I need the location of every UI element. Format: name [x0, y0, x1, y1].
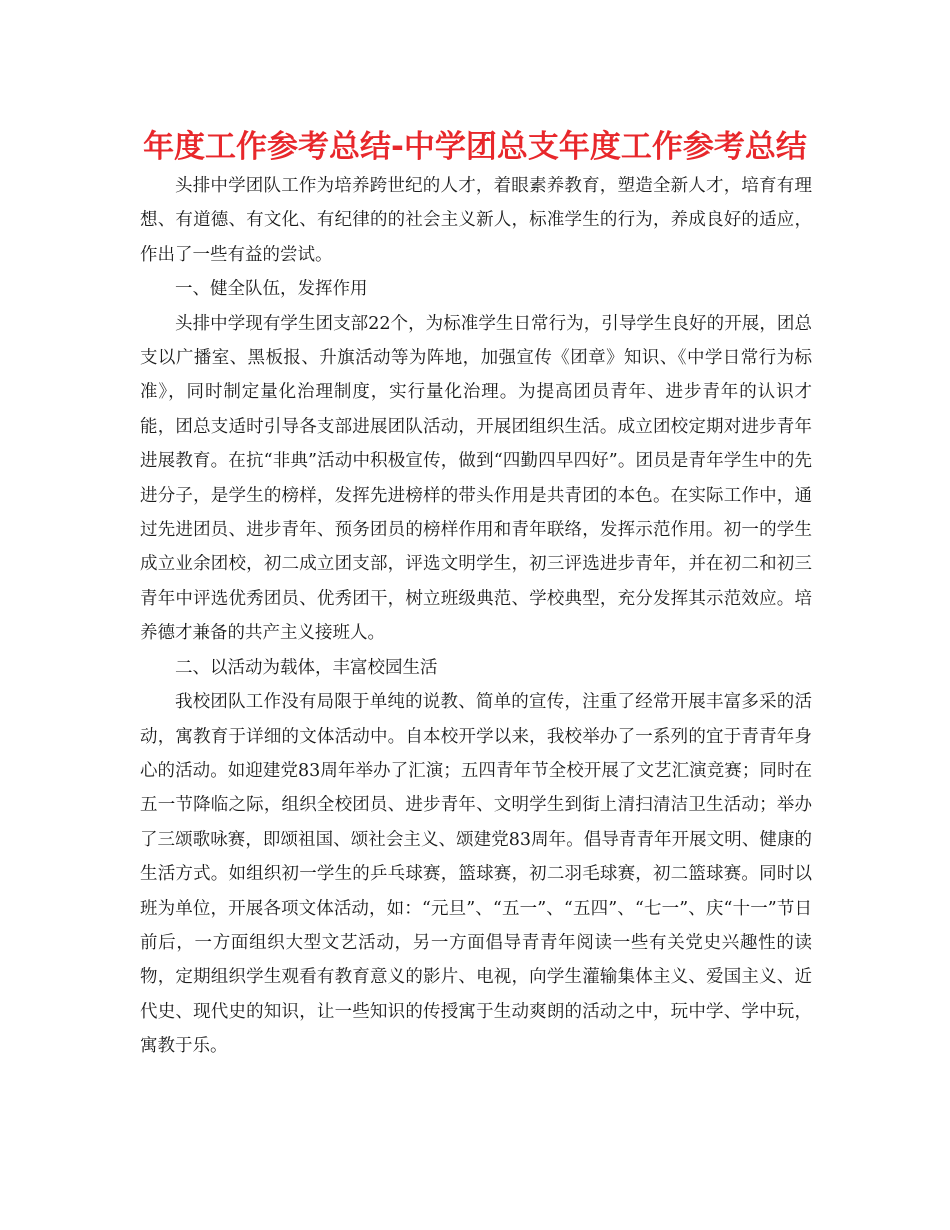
section-paragraph-1: 头排中学现有学生团支部22个，为标准学生日常行为，引导学生良好的开展，团总支以广播室、黑板报、升旗活动等为阵地，加强宣传《团章》知识、《中学日常行为标准》，同时制定量化治理制度，实行量化治理。为提高团员青年、进步青年的认识才能，团总支适时引导各支部进展团队活动，开展团组织生活。成立团校定期对进步青年进展教育。在抗“非典”活动中积极宣传，做到“四勤四早四好”。团员是青年学生中的先进分子，是学生的榜样，发挥先进榜样的带头作用是共青团的本色。在实际工作中，通过先进团员、进步青年、预务团员的榜样作用和青年联络，发挥示范作用。初一的学生成立业余团校，初二成立团支部，评选文明学生，初三评选进步青年，并在初二和初三青年中评选优秀团员、优秀团干，树立班级典范、学校典型，充分发挥其示范效应。培养德才兼备的共产主义接班人。	[140, 313, 812, 644]
section-heading-2: 二、以活动为载体，丰富校园生活	[175, 657, 438, 678]
document-title: 年度工作参考总结-中学团总支年度工作参考总结	[143, 129, 807, 165]
document-body	[140, 169, 812, 1064]
section-heading-1: 一、健全队伍，发挥作用	[175, 279, 368, 300]
section-paragraph-2: 我校团队工作没有局限于单纯的说教、简单的宣传，注重了经常开展丰富多采的活动，寓教育于详细的文体活动中。自本校开学以来，我校举办了一系列的宜于青青年身心的活动。如迎建党83周年举办了汇演；五四青年节全校开展了文艺汇演竞赛；同时在五一节降临之际，组织全校团员、进步青年、文明学生到街上清扫清洁卫生活动；举办了三颂歌咏赛，即颂祖国、颂社会主义、颂建党83周年。倡导青青年开展文明、健康的生活方式。如组织初一学生的乒乓球赛，篮球赛，初二羽毛球赛，初二篮球赛。同时以班为单位，开展各项文体活动，如：“元旦”、“五一”、“五四”、“七一”、庆“十一”节日前后，一方面组织大型文艺活动，另一方面倡导青青年阅读一些有关党史兴趣性的读物，定期组织学生观看有教育意义的影片、电视，向学生灌输集体主义、爱国主义、近代史、现代史的知识，让一些知识的传授寓于生动爽朗的活动之中，玩中学、学中玩，寓教于乐。	[140, 692, 812, 1057]
intro-paragraph: 头排中学团队工作为培养跨世纪的人才，着眼素养教育，塑造全新人才，培育有理想、有道德、有文化、有纪律的的社会主义新人，标准学生的行为，养成良好的适应，作出了一些有益的尝试。	[140, 176, 812, 265]
